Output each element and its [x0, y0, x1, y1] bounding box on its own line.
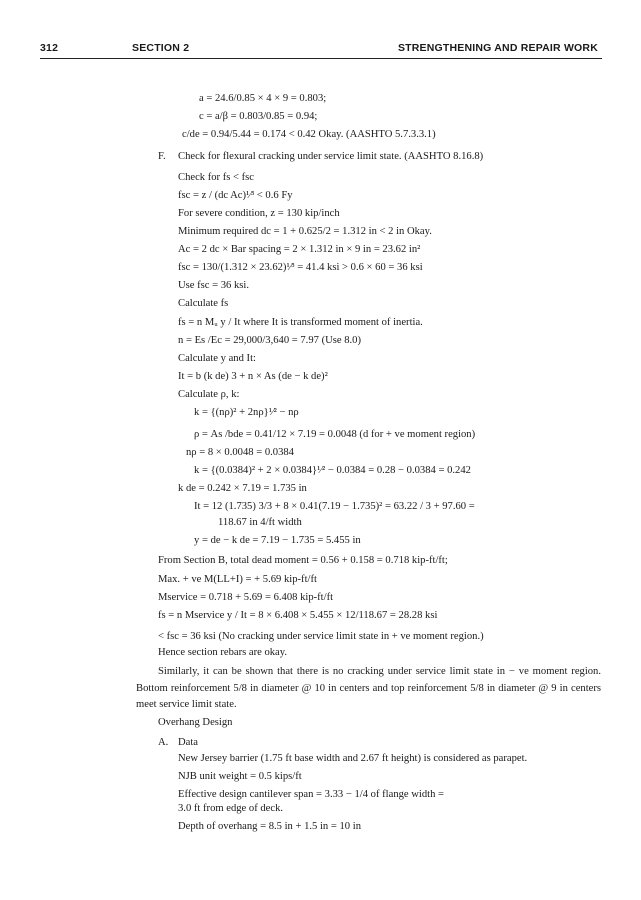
k-formula: k = {(nρ)² + 2nρ}¹⁄² − nρ	[194, 407, 299, 418]
n-rho-calc: nρ = 8 × 0.0048 = 0.0384	[186, 447, 294, 458]
it-formula: It = b (k de) 3 + n × As (de − k de)²	[178, 371, 328, 382]
page-header	[40, 42, 600, 58]
min-dc: Minimum required dc = 1 + 0.625/2 = 1.312 in < 2 in Okay.	[178, 226, 432, 237]
k-calc: k = {(0.0384)² + 2 × 0.0384}¹⁄² − 0.0384 = 0.28 − 0.0384 = 0.242	[194, 465, 471, 476]
header-rule	[40, 58, 602, 59]
rebars-okay: Hence section rebars are okay.	[158, 647, 288, 658]
y-calc: y = de − k de = 7.19 − 1.735 = 5.455 in	[194, 535, 361, 546]
fs-check: < fsc = 36 ksi (No cracking under service limit state in + ve moment region.)	[158, 631, 484, 642]
fsc-formula: fsc = z / (dc Ac)¹⁄³ < 0.6 Fy	[178, 190, 293, 201]
calculate-fs: Calculate fs	[178, 298, 229, 309]
severe-condition: For severe condition, z = 130 kip/inch	[178, 208, 340, 219]
eq-a: a = 24.6/0.85 × 4 × 9 = 0.803;	[199, 93, 327, 104]
n-ratio: n = Es /Ec = 29,000/3,640 = 7.97 (Use 8.0)	[178, 335, 361, 346]
cantilever-span-cont: 3.0 ft from edge of deck.	[178, 803, 284, 814]
njb-weight: NJB unit weight = 0.5 kips/ft	[178, 771, 302, 782]
fs-service: fs = n Mservice y / It = 8 × 6.408 × 5.455 × 12/118.67 = 28.28 ksi	[158, 610, 438, 621]
overhang-depth: Depth of overhang = 8.5 in + 1.5 in = 10 in	[178, 821, 361, 832]
barrier-desc: New Jersey barrier (1.75 ft base width and 2.67 ft height) is considered as parapet.	[178, 753, 528, 764]
it-calc: It = 12 (1.735) 3/3 + 8 × 0.41(7.19 − 1.735)² = 63.22 / 3 + 97.60 =	[194, 501, 475, 512]
use-fsc: Use fsc = 36 ksi.	[178, 280, 250, 291]
it-result: 118.67 in 4/ft width	[218, 517, 302, 528]
k-de-calc: k de = 0.242 × 7.19 = 1.735 in	[178, 483, 307, 494]
section-label: SECTION 2	[132, 42, 190, 54]
negative-moment-paragraph: Similarly, it can be shown that there is no cracking under service limit state in − ve moment region. Bottom reinforcement 5/8 in diameter @ 10 in centers and top reinforcement 5/8 in diameter @ 9 in centers meet service limit state.	[136, 666, 601, 710]
overhang-heading: Overhang Design	[158, 717, 233, 728]
calc-rho-k: Calculate ρ, k:	[178, 389, 240, 400]
ac-calc: Ac = 2 dc × Bar spacing = 2 × 1.312 in × 9 in = 23.62 in²	[178, 244, 421, 255]
page-number: 312	[40, 42, 59, 54]
m-service: Mservice = 0.718 + 5.69 = 6.408 kip-ft/ft	[158, 592, 334, 603]
item-marker-f: F.	[158, 151, 166, 162]
data-heading: Data	[178, 737, 198, 748]
fs-formula: fs = n Mᵤ y / It where It is transformed moment of inertia.	[178, 317, 423, 328]
cantilever-span: Effective design cantilever span = 3.33 − 1/4 of flange width =	[178, 789, 445, 800]
fsc-calc: fsc = 130/(1.312 × 23.62)¹⁄³ = 41.4 ksi > 0.6 × 60 = 36 ksi	[178, 262, 423, 273]
check-fs-line: Check for fs < fsc	[178, 172, 254, 183]
item-f-heading: Check for flexural cracking under service limit state. (AASHTO 8.16.8)	[178, 151, 484, 162]
calc-y-it: Calculate y and It:	[178, 353, 256, 364]
running-title: STRENGTHENING AND REPAIR WORK	[397, 42, 598, 54]
dead-moment: From Section B, total dead moment = 0.56 + 0.158 = 0.718 kip-ft/ft;	[158, 555, 448, 566]
max-live-moment: Max. + ve M(LL+I) = + 5.69 kip-ft/ft	[158, 574, 317, 585]
eq-c-de: c/de = 0.94/5.44 = 0.174 < 0.42 Okay. (AASHTO 5.7.3.3.1)	[182, 129, 436, 140]
eq-c: c = a/β = 0.803/0.85 = 0.94;	[199, 111, 318, 122]
rho-calc: ρ = As /bde = 0.41/12 × 7.19 = 0.0048 (d for + ve moment region)	[194, 429, 476, 440]
item-marker-a: A.	[158, 737, 169, 748]
